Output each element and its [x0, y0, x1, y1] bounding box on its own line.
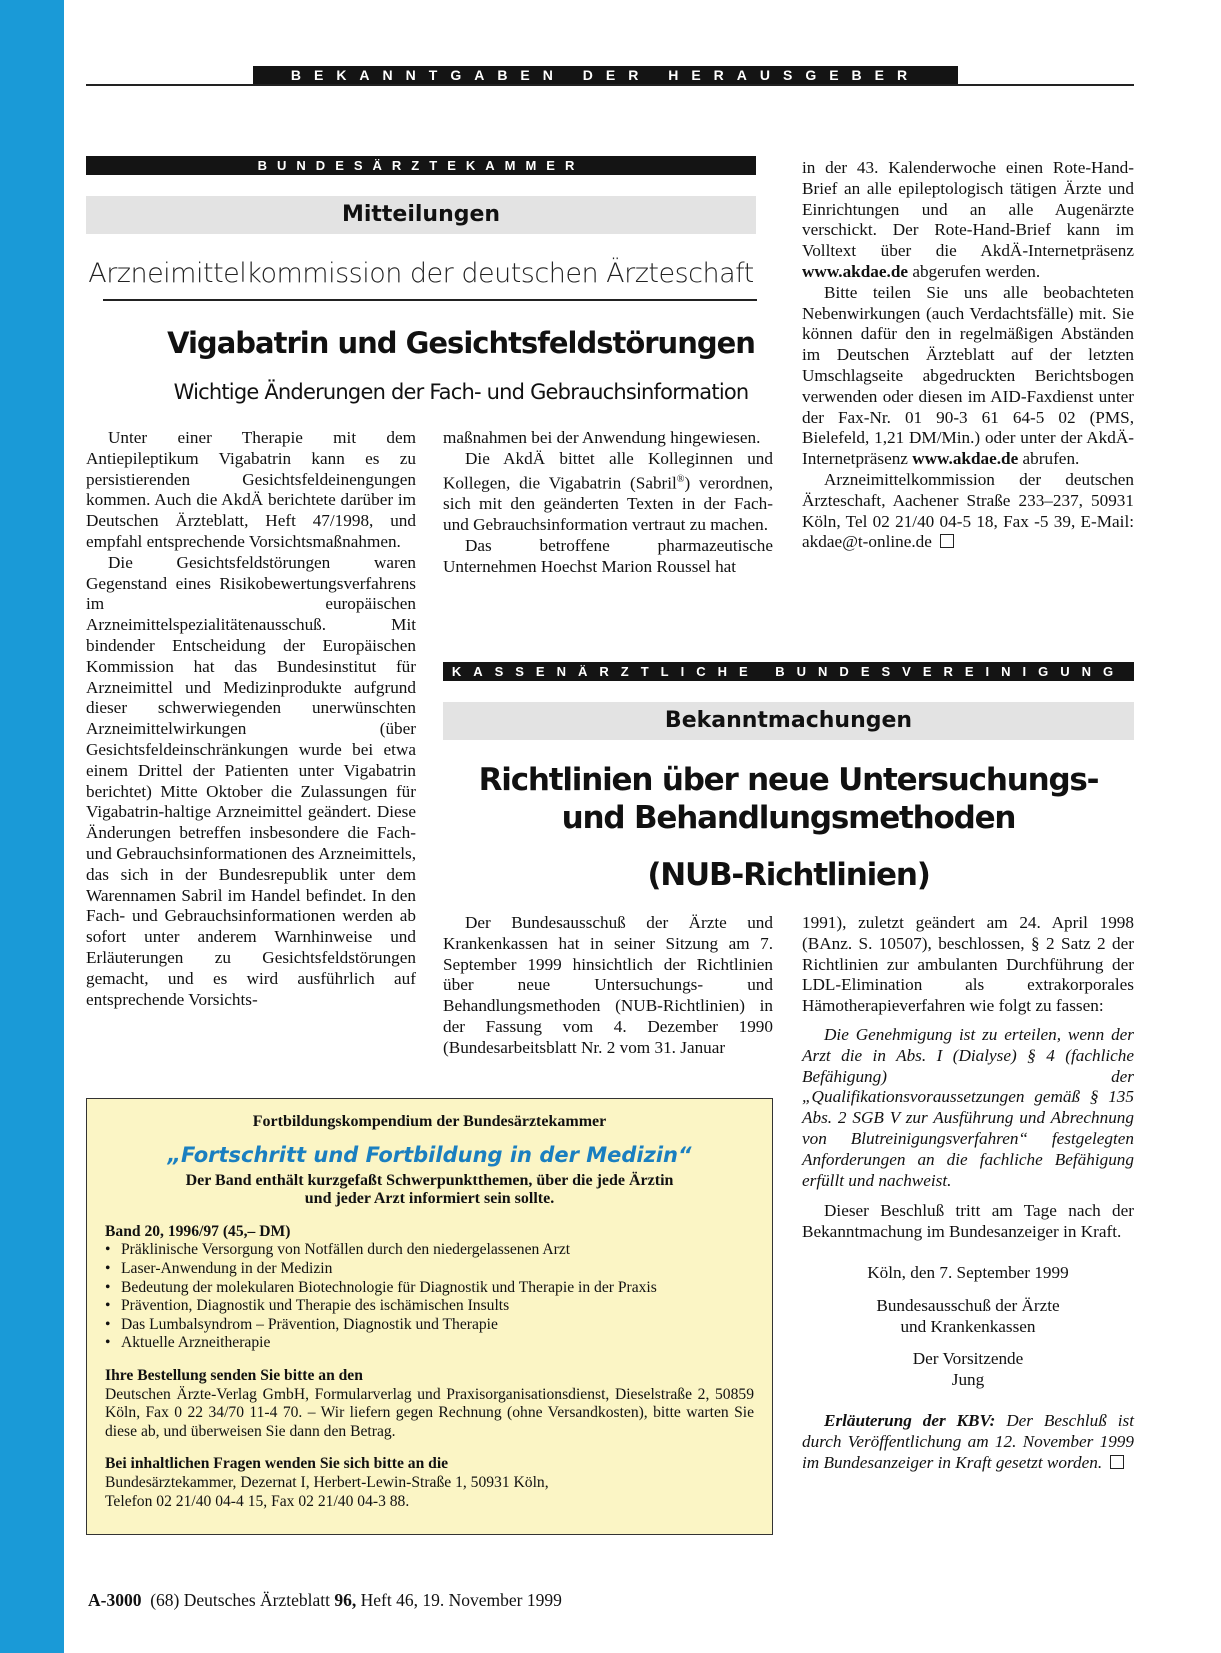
- nub-title-line-3: (NUB-Richtlinien): [647, 857, 930, 893]
- nub-column-1: [443, 913, 773, 1059]
- akdae-link[interactable]: www.akdae.de: [802, 261, 909, 281]
- nub-column-2: [802, 913, 1134, 1473]
- promo-subtitle: und jeder Arzt informiert sein sollte.: [304, 1190, 555, 1208]
- org-band-kbv: KASSENÄRZTLICHE BUNDESVEREINIGUNG: [443, 662, 1134, 681]
- akdae-link[interactable]: www.akdae.de: [912, 449, 1019, 469]
- list-item: • Prävention, Diagnostik und Therapie des ischämischen Insults: [105, 1297, 754, 1316]
- decision-quote: Die Genehmigung ist zu erteilen, wenn der Arzt die in Abs. I (Dialyse) § 4 (fachliche Befähigung) der „Qualifikationsvoraussetzungen gemäß § 135 Abs. 2 SGB V zur Ausführung und Abrechnung von Blutreinigungsverfahren“ festgelegten Anforderungen an die fachliche Befähigung erfüllt und nachweist.: [802, 1024, 1134, 1190]
- order-text: Deutschen Ärzte-Verlag GmbH, Formularverlag und Praxisorganisationsdienst, Dieselstraße 2, 50859 Köln, Fax 0 22 34/70 11-4 70. – Wir liefern gegen Rechnung (ohne Versandkosten), bitte warten Sie diese ab, und überweisen Sie dann den Betrag.: [105, 1385, 754, 1440]
- page-edge-color-bar: [0, 0, 64, 1653]
- section-mitteilungen: Mitteilungen: [86, 196, 756, 234]
- promo-kicker: Fortbildungskompendium der Bundesärztekammer: [252, 1113, 607, 1130]
- place-date: Köln, den 7. September 1999: [867, 1262, 1069, 1282]
- end-mark-box: [940, 534, 954, 548]
- list-item: • Präklinische Versorgung von Notfällen durch den niedergelassenen Arzt: [105, 1241, 754, 1260]
- promo-title: „Fortschritt und Fortbildung in der Medizin“: [167, 1142, 692, 1167]
- list-item: • Das Lumbalsyndrom – Prävention, Diagnostik und Therapie: [105, 1316, 754, 1335]
- end-mark-box: [1110, 1455, 1124, 1469]
- registered-mark: ®: [676, 473, 685, 485]
- signature-org: und Krankenkassen: [900, 1316, 1036, 1336]
- promo-subtitle: Der Band enthält kurzgefaßt Schwerpunktthemen, über die jede Ärztin: [185, 1171, 674, 1189]
- kbv-note: Erläuterung der KBV: Der Beschluß ist durch Veröffentlichung am 12. November 1999 im Bundesanzeiger in Kraft gesetzt worden.: [802, 1410, 1134, 1472]
- header-rule: [86, 84, 1134, 86]
- paragraph: Dieser Beschluß tritt am Tage nach der Bekanntmachung im Bundesanzeiger in Kraft.: [802, 1201, 1134, 1242]
- paragraph: Das betroffene pharmazeutische Unternehmen Hoechst Marion Roussel hat: [443, 535, 773, 576]
- paragraph: Unter einer Therapie mit dem Antiepileptikum Vigabatrin kann es zu persistierenden Gesichtsfeldeinengungen kommen. Auch die AkdÄ berichtete darüber im Deutschen Ärzteblatt, Heft 47/1998, und empfahl entsprechende Vorsichtsmaßnahmen.: [86, 428, 416, 551]
- article-title-vigabatrin: Vigabatrin und Gesichtsfeldstörungen: [167, 326, 755, 360]
- issuer-underline: [103, 299, 757, 301]
- fortbildung-promo-box: [86, 1098, 773, 1535]
- vigabatrin-column-2: [443, 428, 773, 577]
- paragraph: 1991), zuletzt geändert am 24. April 1998 (BAnz. S. 10507), beschlossen, § 2 Satz 2 der Richtlinien zur ambulanten Durchführung der LDL-Elimination als extrakorporales Hämotherapieverfahren wie folgt zu fassen:: [802, 913, 1134, 1016]
- contact-line: Telefon 02 21/40 04-4 15, Fax 02 21/40 04-3 88.: [105, 1492, 410, 1510]
- contact-heading: Bei inhaltlichen Fragen wenden Sie sich bitte an die: [105, 1455, 449, 1473]
- paragraph: Der Bundesausschuß der Ärzte und Krankenkassen hat in seiner Sitzung am 7. September 1999 hinsichtlich der Richtlinien über neue Untersuchungs- und Behandlungsmethoden (NUB-Richtlinien) in der Fassung vom 4. Dezember 1990 (Bundesarbeitsblatt Nr. 2 vom 31. Januar: [443, 913, 773, 1057]
- paragraph: Arzneimittelkommission der deutschen Ärzteschaft, Aachener Straße 233–237, 50931 Köln, Tel 02 21/40 04-5 18, Fax -5 39, E-Mail: akdae@t-online.de: [802, 469, 1134, 552]
- vigabatrin-column-3: [802, 158, 1134, 553]
- topics-list: [105, 1241, 754, 1353]
- signature-role: Der Vorsitzende: [912, 1349, 1024, 1369]
- paragraph: Bitte teilen Sie uns alle beobachteten Nebenwirkungen (auch Verdachtsfälle) mit. Sie können dafür den in regelmäßigen Abständen im Deutschen Ärzteblatt auf der letzten Umschlagseite abgedruckten Berichtsbogen verwenden oder diesen im AID-Faxdienst unter der Fax-Nr. 01 90-3 61 64-5 02 (PMS, Bielefeld, 1,21 DM/Min.) oder unter der AkdÄ-Internetpräsenz www.akdae.de abrufen.: [802, 282, 1134, 469]
- paragraph: maßnahmen bei der Anwendung hingewiesen.: [443, 428, 761, 447]
- list-item: • Bedeutung der molekularen Biotechnologie für Diagnostik und Therapie in der Praxis: [105, 1279, 754, 1298]
- contact-line: Bundesärztekammer, Dezernat I, Herbert-Lewin-Straße 1, 50931 Köln,: [105, 1473, 549, 1491]
- signature-org: Bundesausschuß der Ärzte: [876, 1295, 1060, 1315]
- vigabatrin-column-1: [86, 428, 416, 1010]
- list-item: • Aktuelle Arzneitherapie: [105, 1334, 754, 1353]
- section-bekanntmachungen: Bekanntmachungen: [443, 702, 1134, 740]
- paragraph: Die Gesichtsfeldstörungen waren Gegenstand eines Risikobewertungsverfahrens im europäischen Arzneimittelspezialitätenausschuß. Mit bindender Entscheidung der Europäischen Kommission hat das Bundesinstitut für Arzneimittel und Medizinprodukte aufgrund dieser schwerwiegenden unerwünschten Arzneimittelwirkungen (über Gesichtsfeldeinschränkungen wurde bei etwa einem Drittel der Patienten unter Vigabatrin berichtet) Mitte Oktober die Zulassungen für Vigabatrin-haltige Arzneimittel geändert. Diese Änderungen betreffen insbesondere die Fach- und Gebrauchsinformationen des Arzneimittels, das sich in der Bundesrepublik unter dem Warennamen Sabril im Handel befindet. In den Fach- und Gebrauchsinformationen werden ab sofort unter anderem Warnhinweise und Erläuterungen zu Gesichtsfeldstörungen gemacht, und es wird ausführlich auf entsprechende Vorsichts-: [86, 552, 416, 1009]
- page-number: A-3000: [88, 1590, 142, 1610]
- order-heading: Ihre Bestellung senden Sie bitte an den: [105, 1366, 363, 1384]
- nub-title-line-1: Richtlinien über neue Untersuchungs-: [478, 762, 1099, 798]
- article-subtitle-vigabatrin: Wichtige Änderungen der Fach- und Gebrauchsinformation: [173, 380, 749, 404]
- nub-title-line-2: und Behandlungsmethoden: [561, 800, 1016, 836]
- header-band: BEKANNTGABEN DER HERAUSGEBER: [253, 66, 958, 85]
- volume-heading: Band 20, 1996/97 (45,– DM): [105, 1222, 291, 1240]
- issuer-heading: Arzneimittelkommission der deutschen Ärzteschaft: [88, 258, 754, 289]
- page-footer: A-3000 (68) Deutsches Ärzteblatt 96, Heft 46, 19. November 1999: [88, 1590, 562, 1610]
- paragraph: Die AkdÄ bittet alle Kolleginnen und Kollegen, die Vigabatrin (Sabril®) verordnen, sich mit den geänderten Texten in der Fach- und Gebrauchsinformation vertraut zu machen.: [443, 448, 773, 534]
- list-item: • Laser-Anwendung in der Medizin: [105, 1260, 754, 1279]
- volume-number: 96,: [334, 1590, 357, 1610]
- org-band-baek: BUNDESÄRZTEKAMMER: [86, 156, 756, 175]
- paragraph: in der 43. Kalenderwoche einen Rote-Hand-Brief an alle epileptologisch tätigen Ärzte und Einrichtungen und an alle Augenärzte verschickt. Der Rote-Hand-Brief kann im Volltext über die AkdÄ-Internetpräsenz www.akdae.de abgerufen werden.: [802, 158, 1134, 281]
- signature-name: Jung: [951, 1370, 985, 1390]
